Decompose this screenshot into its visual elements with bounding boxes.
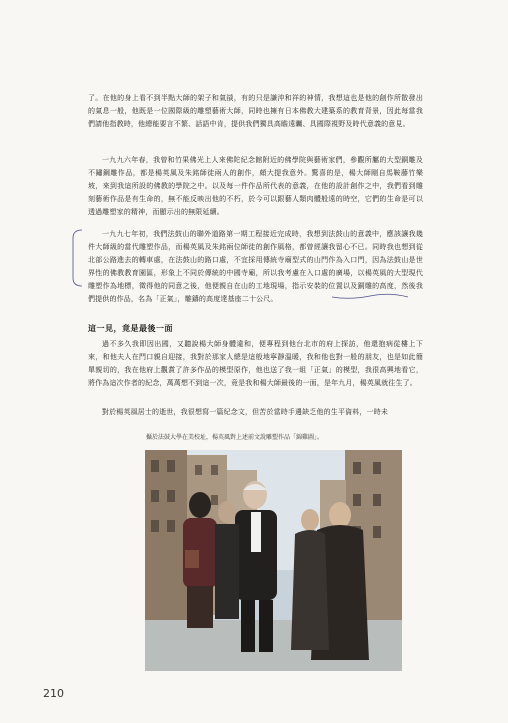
- photo-illustration: [145, 450, 402, 671]
- paragraph-4: [88, 338, 423, 390]
- handwritten-underline-mark: [330, 291, 410, 301]
- paragraph-text: 一九九七年初，我們法鼓山的聯外道路第一期工程接近完成時，我想到法鼓山的意義中，應該讓我幾件大師級的當代雕塑作品，而楊英風及朱銘兩位師徒的創作風格，都曾經讓我留心不已。同時我也想到從北部公路進去的轉車處，在法鼓山的路口處，不宜採用傳統寺廟型式的山門作為入口門，因為法鼓山是世界性的佛教教育園區，形象上不同於傳統的中國寺廟，所以我考慮在入口處的廣場，以楊英風的大型現代雕塑作為地標，徵得他的同意之後，他便親自在山的工地現場，指示安裝的位置以及銅雕的高度，然後我們提供的作品，名為「正氣」，雕鑄的高度達基座二十公尺。: [88, 230, 423, 303]
- paragraph-1: [88, 92, 423, 131]
- paragraph-text: 一九九六年春，我曾和竹果佛光上人來佛陀紀念館附近的佛學院與藝術家們，參觀所屬的大型銅雕及不鏽鋼雕作品，都是楊英風及朱銘師徒兩人的創作，頗大提我意外。驚喜的是，楊大師剛自馬鞍藤竹樂坡，來到我這所設的佛教的學院之中。以及每一件作品所代表的意義，在他的設計創作之中，我們看到雕刻藝術作品是有生命的，無不能反映出他的不朽，於今可以跟藝人類肉體般遠的時空，它們的生命是可以透過雕塑家的精神，而顯示出的無限延續。: [88, 156, 423, 216]
- paragraph-text: 了。在他的身上看不到半點大師的架子和氣燄，有的只是謙沖和祥的神情，我想這也是他的創作所散發出的氣息一般，他既是一位國際級的雕塑藝術大師，同時也擁有日本佛教大建築系的教育背景，因此每當我們請他指教時，他總能要言不繁、話語中肯，提供我們獨具高瞻遠矚、具國際視野及時代意義的意見。: [88, 94, 423, 128]
- paragraph-text: 過不多久我即因出國，又聽說楊大師身體違和，便專程到他台北市的府上探訪，他還抱病從樓上下來，和他夫人在門口親自迎接，我對於那家人總是這般地寧靜溫暖，我和他也對一般的朋友，也是如此簡單親切的，我在他府上觀賞了許多作品的模型原作，他也送了我一組「正氣」的模型，我很高興地看它，將作為這次作者的紀念，萬萬想不到這一次，竟是我和楊大師最後的一面，是年九月，楊英風就往生了。: [88, 340, 423, 387]
- section-heading: 這一見，竟是最後一面: [88, 324, 173, 333]
- paragraph-5: [88, 406, 423, 419]
- paragraph-text: 對於楊英風居士的逝世，我很想寫一篇紀念文，但苦於當時手邊缺乏他的生平資料，一時未: [102, 408, 388, 416]
- group-photo: [145, 450, 402, 671]
- photo-caption: 攝於法鼓大學在美校址，楊英風對上述前文說雕塑作品「錦雞圖」。: [146, 434, 324, 441]
- margin-bracket-mark: [70, 228, 84, 288]
- page-number: 210: [43, 687, 64, 700]
- paragraph-2: [88, 154, 423, 219]
